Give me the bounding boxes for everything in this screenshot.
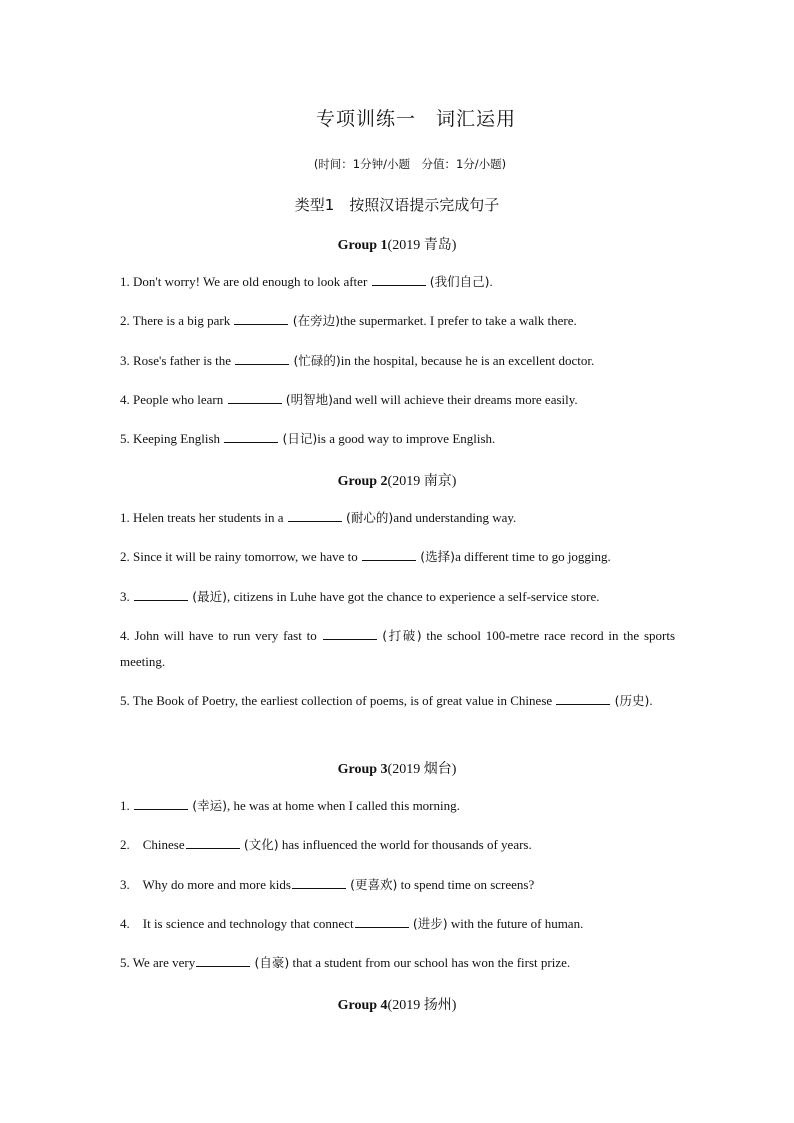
answer-blank[interactable] <box>234 312 288 325</box>
question-text: the supermarket. I prefer to take a walk there. <box>340 313 577 328</box>
group-source: (2019 烟台) <box>387 762 457 777</box>
question-text: a different time to go jogging. <box>455 549 611 564</box>
question-text: , citizens in Luhe have got the chance to experience a self-service store. <box>227 589 600 604</box>
question-text: Keeping English <box>133 431 224 446</box>
chinese-hint: (明智地) <box>285 392 334 407</box>
answer-blank[interactable] <box>134 797 188 810</box>
group-heading <box>0 234 794 254</box>
group-label: Group 2 <box>337 474 388 489</box>
question-text: John will have to run very fast to <box>134 628 322 643</box>
question-number: 4. <box>120 628 130 643</box>
question-text: that a student from our school has won the first prize. <box>289 955 571 970</box>
question-text: and well will achieve their dreams more easily. <box>333 392 578 407</box>
chinese-hint: (在旁边) <box>292 313 340 328</box>
question-number: 4. <box>120 392 130 407</box>
answer-blank[interactable] <box>362 548 416 561</box>
question <box>120 426 675 452</box>
answer-blank[interactable] <box>228 391 282 404</box>
group-source: (2019 扬州) <box>387 998 457 1013</box>
question <box>120 623 675 675</box>
question <box>120 688 675 714</box>
question-text: Chinese <box>142 837 185 852</box>
question-text: Don't worry! We are old enough to look after <box>133 274 371 289</box>
question <box>120 505 675 531</box>
question <box>120 544 675 570</box>
question-text: with the future of human. <box>447 916 584 931</box>
answer-blank[interactable] <box>372 273 426 286</box>
question-text: Why do more and more kids <box>142 877 291 892</box>
question-text: has influenced the world for thousands of years. <box>278 837 532 852</box>
question-text: We are very <box>132 955 196 970</box>
chinese-hint: (打破) <box>382 628 422 643</box>
question-text: in the hospital, because he is an excellent doctor. <box>340 353 595 368</box>
question-number: 5. <box>120 431 130 446</box>
question-number: 2. <box>120 313 130 328</box>
answer-blank[interactable] <box>288 509 342 522</box>
question-number: 5. <box>120 693 130 708</box>
group-source: (2019 南京) <box>387 474 457 489</box>
answer-blank[interactable] <box>134 588 188 601</box>
question-text: the school 100-metre race record in the sports meeting. <box>120 628 676 669</box>
chinese-hint: (我们自己) <box>429 274 490 289</box>
question-text: and understanding way. <box>393 510 517 525</box>
chinese-hint: (更喜欢) <box>350 877 398 892</box>
answer-blank[interactable] <box>355 915 409 928</box>
chinese-hint: (进步) <box>412 916 448 931</box>
question-text: Since it will be rainy tomorrow, we have to <box>133 549 362 564</box>
question <box>120 308 675 334</box>
chinese-hint: (自豪) <box>254 955 290 970</box>
group-source: (2019 青岛) <box>387 238 457 253</box>
group-heading <box>0 758 794 778</box>
chinese-hint: (文化) <box>243 837 279 852</box>
section-heading: 类型1 按照汉语提示完成句子 <box>294 196 500 214</box>
question-text: It is science and technology that connect <box>142 916 354 931</box>
page-title: 专项训练一 词汇运用 <box>315 108 516 130</box>
question-number: 2. <box>120 549 130 564</box>
chinese-hint: (最近) <box>192 589 228 604</box>
question <box>120 950 675 976</box>
group-label: Group 4 <box>337 998 388 1013</box>
question <box>120 269 675 295</box>
time-score-note: (时间：1分钟/小题 分值：1分/小题) <box>313 157 507 171</box>
chinese-hint: (日记) <box>282 431 318 446</box>
question-number: 1. <box>120 798 130 813</box>
answer-blank[interactable] <box>186 836 240 849</box>
question <box>120 793 675 819</box>
answer-blank[interactable] <box>556 692 610 705</box>
question-number: 1. <box>120 510 130 525</box>
question <box>120 387 675 413</box>
question-text: There is a big park <box>132 313 234 328</box>
question-text: , he was at home when I called this morning. <box>227 798 460 813</box>
chinese-hint: (忙碌的) <box>293 353 341 368</box>
group-label: Group 3 <box>337 762 388 777</box>
group-heading <box>0 994 794 1014</box>
question-number: 5. <box>120 955 130 970</box>
question-number: 2. <box>120 837 130 852</box>
question <box>120 832 675 858</box>
group-label: Group 1 <box>337 238 388 253</box>
question-text: . <box>649 693 653 708</box>
answer-blank[interactable] <box>292 876 346 889</box>
question <box>120 911 675 937</box>
question-text: People who learn <box>133 392 227 407</box>
question-number: 3. <box>120 877 130 892</box>
chinese-hint: (选择) <box>420 549 456 564</box>
question-number: 3. <box>120 353 130 368</box>
question-number: 3. <box>120 589 130 604</box>
answer-blank[interactable] <box>323 627 377 640</box>
question-text: to spend time on screens? <box>397 877 535 892</box>
chinese-hint: (幸运) <box>192 798 228 813</box>
question <box>120 348 675 374</box>
question-text: The Book of Poetry, the earliest collection of poems, is of great value in Chinese <box>132 693 556 708</box>
question-number: 4. <box>120 916 130 931</box>
question <box>120 872 675 898</box>
question-text: Rose's father is the <box>133 353 235 368</box>
chinese-hint: (耐心的) <box>346 510 394 525</box>
group-heading <box>0 470 794 490</box>
question-text: is a good way to improve English. <box>317 431 496 446</box>
question <box>120 584 675 610</box>
answer-blank[interactable] <box>235 352 289 365</box>
answer-blank[interactable] <box>224 430 278 443</box>
answer-blank[interactable] <box>196 954 250 967</box>
chinese-hint: (历史) <box>614 693 650 708</box>
question-number: 1. <box>120 274 130 289</box>
question-text: . <box>489 274 493 289</box>
question-text: Helen treats her students in a <box>133 510 287 525</box>
